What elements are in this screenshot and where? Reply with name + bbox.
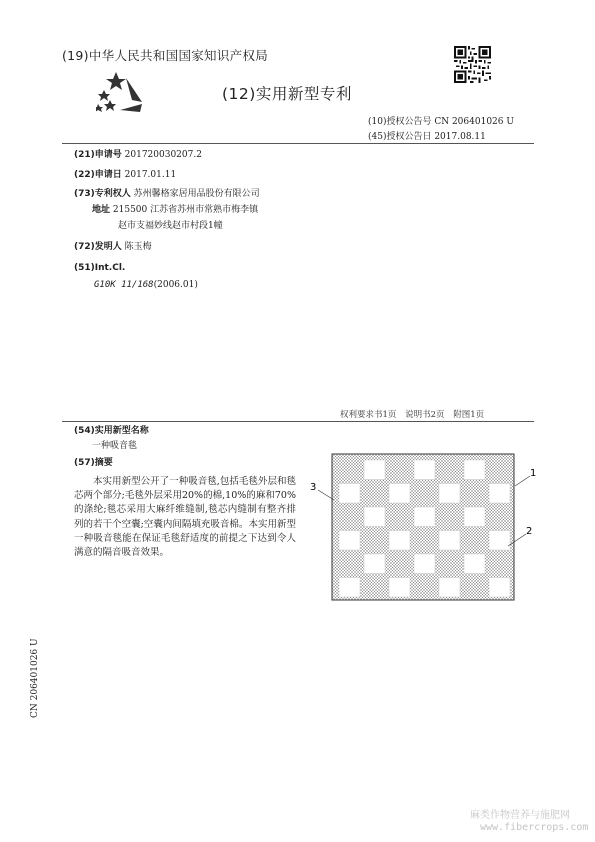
- figure-label-2: 2: [526, 526, 533, 537]
- side-publication-number: CN 206401026 U: [30, 638, 40, 718]
- publication-number: (10)授权公告号 CN 206401026 U: [368, 117, 514, 127]
- address: [92, 204, 258, 217]
- air-pocket: [414, 554, 435, 574]
- air-pocket: [439, 484, 460, 504]
- air-pocket: [489, 484, 510, 504]
- field-value: 陈玉梅: [124, 242, 152, 252]
- air-pocket: [389, 484, 410, 504]
- air-pocket: [464, 507, 485, 527]
- ipc-code: G10K 11/168: [94, 280, 154, 290]
- abstract-label: (57)摘要: [74, 458, 113, 468]
- document-type: (12)实用新型专利: [222, 85, 352, 103]
- air-pocket: [439, 578, 460, 598]
- field-value: 201720030207.2: [124, 150, 202, 160]
- air-pocket: [364, 554, 385, 574]
- field-value: 苏州馨格家居用品股份有限公司: [133, 189, 260, 199]
- air-pocket: [389, 578, 410, 598]
- field-value: 2017.01.11: [124, 170, 177, 180]
- air-pocket: [489, 578, 510, 598]
- watermark-text: 麻类作物营养与施肥网: [470, 810, 570, 821]
- utility-model-title: 一种吸音毯: [92, 441, 138, 451]
- title-label: (54)实用新型名称: [74, 426, 149, 436]
- air-pocket: [414, 460, 435, 480]
- abstract-text: 本实用新型公开了一种吸音毯,包括毛毯外层和毯芯两个部分;毛毯外层采用20%的棉,10%的麻和70%的涤纶;毯芯采用大麻纤维缝制,毯芯内缝制有整齐排列的若干个空囊;空囊内间隔填充吸音棉。本实用新型一种吸音毯能在保证毛毯舒适度的前提之下达到令人满意的隔音吸音效果。: [74, 476, 296, 559]
- patentee: [74, 188, 260, 201]
- field-label: (21)申请号: [74, 150, 122, 160]
- blanket-drawing: [304, 452, 536, 602]
- cnipa-logo-icon: [96, 70, 146, 114]
- air-pocket: [389, 531, 410, 551]
- issuing-office: (19)中华人民共和国国家知识产权局: [62, 48, 269, 63]
- application-date: [74, 169, 176, 182]
- inventor: [74, 241, 152, 254]
- abstract-figure: [304, 452, 536, 602]
- field-value: 215500 江苏省苏州市常熟市梅李镇: [112, 205, 259, 215]
- air-pocket: [464, 460, 485, 480]
- air-pocket: [339, 484, 360, 504]
- field-label: 地址: [92, 205, 111, 215]
- header-divider: [62, 143, 534, 144]
- air-pocket: [339, 578, 360, 598]
- qr-code-icon: [454, 46, 491, 83]
- publication-date: (45)授权公告日 2017.08.11: [368, 132, 486, 142]
- field-label: (22)申请日: [74, 170, 122, 180]
- section-divider: [62, 421, 534, 422]
- field-label: (73)专利权人: [74, 189, 131, 199]
- air-pocket: [439, 531, 460, 551]
- field-label: (72)发明人: [74, 242, 122, 252]
- figure-label-1: 1: [530, 468, 536, 479]
- figure-label-3: 3: [310, 482, 317, 493]
- air-pocket: [364, 507, 385, 527]
- ipc-classification-label: (51)Int.Cl.: [74, 263, 126, 273]
- air-pocket: [464, 554, 485, 574]
- address-line2: 赵市支福妙线赵市村段1幢: [118, 221, 223, 231]
- air-pocket: [339, 531, 360, 551]
- ipc-classification: [94, 280, 198, 290]
- leader-line: [515, 476, 530, 486]
- air-pocket: [414, 507, 435, 527]
- application-number: [74, 149, 202, 162]
- air-pocket: [489, 531, 510, 551]
- page-counts: 权利要求书1页 说明书2页 附图1页: [340, 410, 485, 420]
- ipc-year: (2006.01): [153, 280, 198, 290]
- watermark-url: www.fibercrops.com: [480, 822, 589, 833]
- air-pocket: [364, 460, 385, 480]
